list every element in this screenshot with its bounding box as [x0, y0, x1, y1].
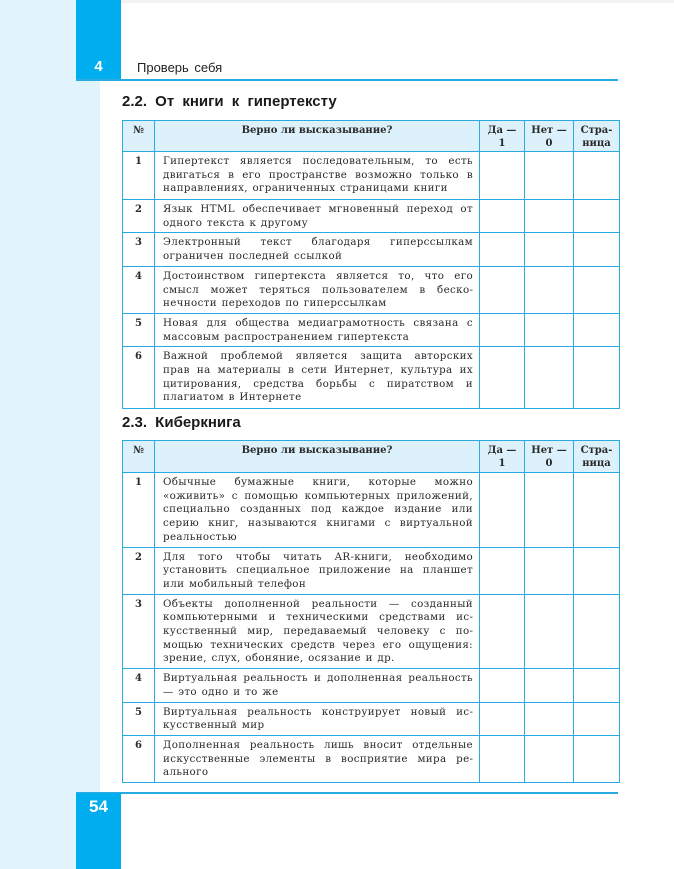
answer-page-cell[interactable]	[574, 669, 620, 702]
header-page-line1: Стра-	[580, 445, 613, 456]
section-title-2-3: 2.3. Киберкнига	[122, 414, 241, 431]
row-statement: Объекты дополненной реальности — созданный компьютерными и техническими средствами искусственный мир, передаваемый человеку с помощью технических средств через его ощущения: зрение, слух, обоняние, осязание и др.	[155, 594, 480, 669]
page-number: 54	[89, 797, 108, 816]
table-row	[123, 702, 620, 735]
header-page	[574, 441, 620, 473]
header-no-line1: Нет —	[531, 125, 567, 136]
table-row	[123, 594, 620, 669]
answer-yes-cell[interactable]	[480, 347, 525, 409]
header-page-line1: Стра-	[580, 125, 613, 136]
row-statement: Обычные бумажные книги, которые можно «оживить» с помощью компьютерных приложений, специально созданных под каждое издание или серию книг, называются книгами с виртуальной реальностью	[155, 473, 480, 548]
row-statement: Гипертекст является последовательным, то есть двигаться в его пространстве возможно только в направлениях, ограниченных страницами книги	[155, 152, 480, 200]
answer-page-cell[interactable]	[574, 473, 620, 548]
answer-no-cell[interactable]	[525, 233, 574, 266]
row-number: 5	[123, 313, 155, 346]
page-margin-strip	[0, 0, 100, 869]
row-number: 2	[123, 200, 155, 233]
answer-no-cell[interactable]	[525, 547, 574, 594]
table-row	[123, 735, 620, 782]
row-number: 3	[123, 233, 155, 266]
answer-page-cell[interactable]	[574, 266, 620, 313]
answer-yes-cell[interactable]	[480, 547, 525, 594]
row-statement: Важной проблемой является защита авторских прав на материалы в сети Интернет, культура их цитирования, средства борьбы с пиратством и плагиатом в Интернете	[155, 347, 480, 409]
row-statement: Электронный текст благодаря гиперссылкам ограничен последней ссылкой	[155, 233, 480, 266]
answer-page-cell[interactable]	[574, 200, 620, 233]
row-statement: Виртуальная реальность конструирует новый искусственный мир	[155, 702, 480, 735]
row-number: 3	[123, 594, 155, 669]
table-row	[123, 669, 620, 702]
row-statement: Новая для общества медиаграмотность связана с массовым распространением гипертекста	[155, 313, 480, 346]
answer-no-cell[interactable]	[525, 669, 574, 702]
row-number: 4	[123, 266, 155, 313]
answer-no-cell[interactable]	[525, 200, 574, 233]
top-edge-shade	[100, 0, 674, 3]
answer-yes-cell[interactable]	[480, 594, 525, 669]
answer-no-cell[interactable]	[525, 266, 574, 313]
section-title-2-2: 2.2. От книги к гипертексту	[122, 93, 337, 110]
row-number: 1	[123, 152, 155, 200]
row-statement: Для того чтобы читать AR-книги, необходимо установить специальное приложение на планшет или мобильный телефон	[155, 547, 480, 594]
answer-page-cell[interactable]	[574, 702, 620, 735]
answer-page-cell[interactable]	[574, 313, 620, 346]
answer-page-cell[interactable]	[574, 347, 620, 409]
row-number: 5	[123, 702, 155, 735]
answer-page-cell[interactable]	[574, 735, 620, 782]
table-row	[123, 152, 620, 200]
table-row	[123, 473, 620, 548]
row-number: 4	[123, 669, 155, 702]
table-row	[123, 313, 620, 346]
table-row	[123, 347, 620, 409]
answer-yes-cell[interactable]	[480, 473, 525, 548]
answer-no-cell[interactable]	[525, 347, 574, 409]
row-number: 1	[123, 473, 155, 548]
table-row	[123, 266, 620, 313]
answer-yes-cell[interactable]	[480, 735, 525, 782]
answer-no-cell[interactable]	[525, 735, 574, 782]
footer-rule	[76, 792, 618, 794]
row-statement: Виртуальная реальность и дополненная реальность — это одно и то же	[155, 669, 480, 702]
answer-no-cell[interactable]	[525, 702, 574, 735]
answer-no-cell[interactable]	[525, 594, 574, 669]
quiz-table-2-2	[122, 120, 620, 409]
answer-page-cell[interactable]	[574, 233, 620, 266]
header-yes	[480, 121, 525, 152]
header-page-line2: ница	[582, 138, 611, 149]
header-no	[525, 121, 574, 152]
answer-yes-cell[interactable]	[480, 266, 525, 313]
chapter-title: Проверь себя	[137, 60, 223, 75]
row-number: 6	[123, 347, 155, 409]
header-page-line2: ница	[582, 458, 611, 469]
header-no	[525, 441, 574, 473]
answer-yes-cell[interactable]	[480, 233, 525, 266]
answer-no-cell[interactable]	[525, 152, 574, 200]
header-statement: Верно ли высказывание?	[155, 121, 480, 152]
row-statement: Дополненная реальность лишь вносит отдельные искусственные элементы в восприятие мира реального	[155, 735, 480, 782]
answer-page-cell[interactable]	[574, 594, 620, 669]
answer-yes-cell[interactable]	[480, 313, 525, 346]
chapter-tab	[76, 0, 121, 80]
header-statement: Верно ли высказывание?	[155, 441, 480, 473]
header-yes-line1: Да —	[487, 445, 517, 456]
answer-yes-cell[interactable]	[480, 200, 525, 233]
answer-page-cell[interactable]	[574, 152, 620, 200]
header-rule	[76, 79, 618, 81]
answer-yes-cell[interactable]	[480, 152, 525, 200]
row-number: 6	[123, 735, 155, 782]
row-number: 2	[123, 547, 155, 594]
header-num: №	[123, 121, 155, 152]
row-statement: Достоинством гипертекста является то, что его смысл может теряться пользователем в бесконечности переходов по гиперссылкам	[155, 266, 480, 313]
header-num: №	[123, 441, 155, 473]
header-yes-line2: 1	[498, 458, 506, 469]
header-no-line1: Нет —	[531, 445, 567, 456]
header-yes	[480, 441, 525, 473]
row-statement: Язык HTML обеспечивает мгновенный переход от одного текста к другому	[155, 200, 480, 233]
table-header-row	[123, 441, 620, 473]
header-no-line2: 0	[545, 458, 553, 469]
table-row	[123, 547, 620, 594]
page-number-tab	[76, 793, 121, 869]
header-yes-line1: Да —	[487, 125, 517, 136]
header-no-line2: 0	[545, 138, 553, 149]
table-row	[123, 233, 620, 266]
quiz-table-2-3	[122, 440, 620, 783]
chapter-number: 4	[94, 58, 103, 75]
table-header-row	[123, 121, 620, 152]
header-yes-line2: 1	[498, 138, 506, 149]
answer-yes-cell[interactable]	[480, 702, 525, 735]
answer-no-cell[interactable]	[525, 313, 574, 346]
answer-page-cell[interactable]	[574, 547, 620, 594]
answer-no-cell[interactable]	[525, 473, 574, 548]
header-page	[574, 121, 620, 152]
table-row	[123, 200, 620, 233]
answer-yes-cell[interactable]	[480, 669, 525, 702]
